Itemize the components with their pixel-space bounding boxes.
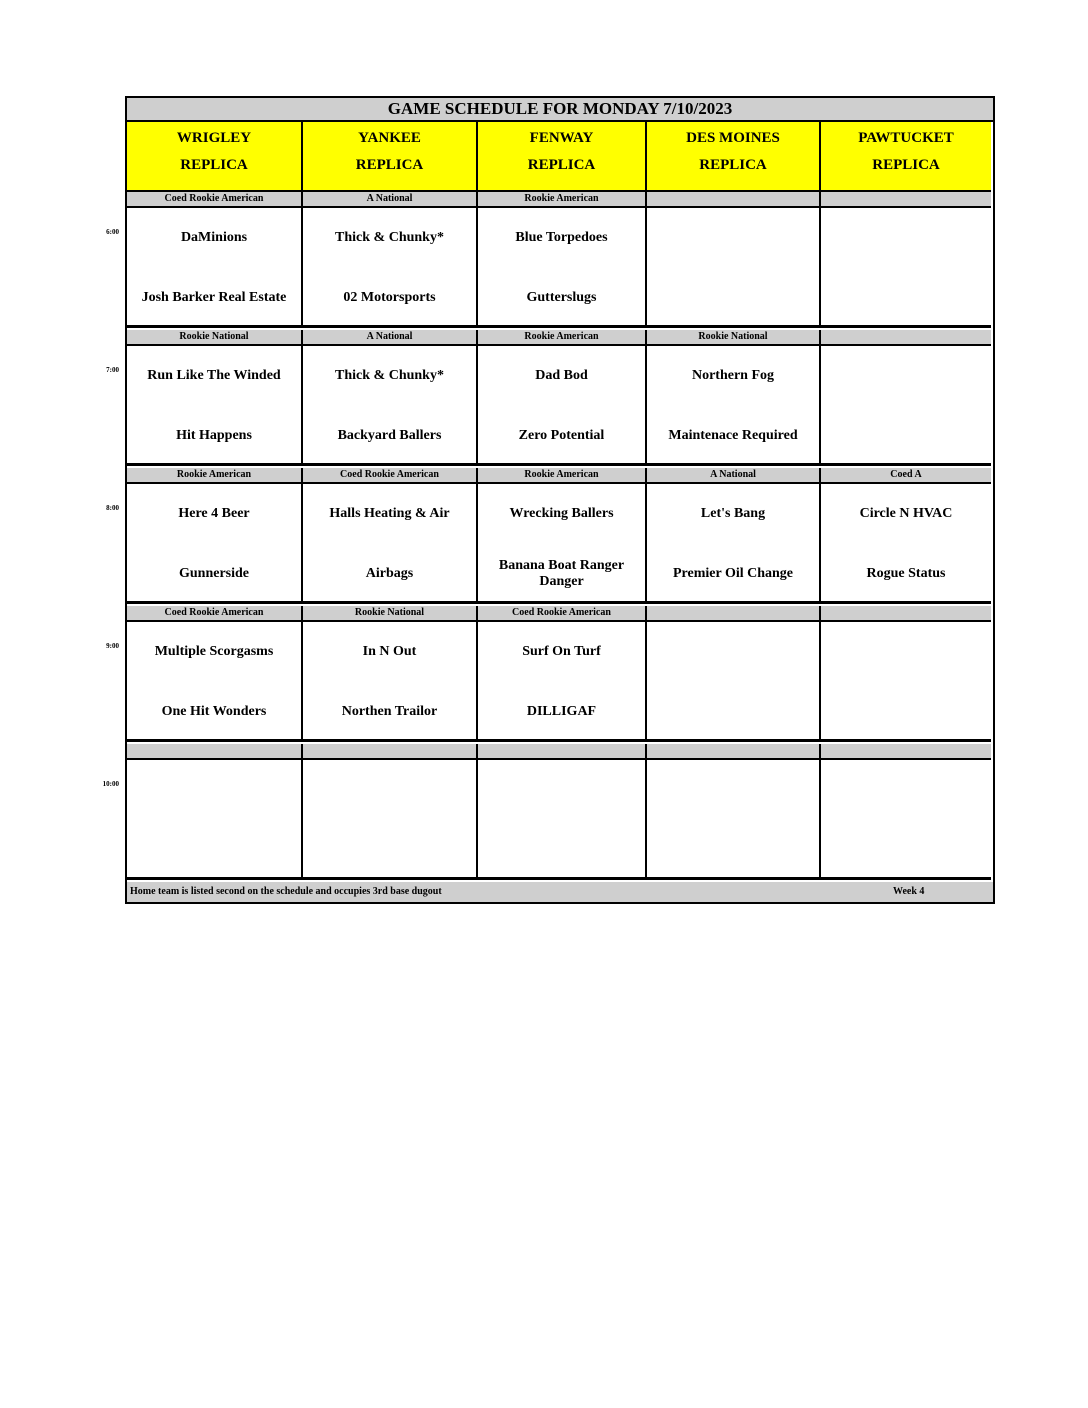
- away-team: Blue Torpedoes: [515, 230, 608, 245]
- home-team: Hit Happens: [176, 428, 252, 443]
- field-header: [647, 122, 821, 192]
- home-team: Banana Boat Ranger Danger: [498, 558, 625, 589]
- home-team: Zero Potential: [518, 428, 605, 443]
- game-cell: [127, 622, 303, 742]
- away-team: Here 4 Beer: [178, 506, 250, 521]
- division-label: [478, 744, 647, 760]
- field-header: [478, 122, 647, 192]
- home-team: [309, 830, 470, 870]
- game-cell: [821, 484, 991, 604]
- footer-note: Home team is listed second on the schedule and occupies 3rd base dugout: [130, 886, 442, 897]
- game-cell: [478, 208, 647, 328]
- field-type: REPLICA: [180, 157, 248, 173]
- division-label: Coed A: [821, 468, 991, 484]
- home-team: [653, 830, 813, 870]
- time-slot-label: 6:00: [106, 228, 119, 236]
- division-label: Rookie American: [127, 468, 303, 484]
- division-label: Coed Rookie American: [478, 606, 647, 622]
- game-cell: [647, 760, 821, 880]
- away-team: Dad Bod: [535, 368, 588, 383]
- home-team: [653, 692, 813, 732]
- game-cell: [303, 622, 478, 742]
- home-team: Gutterslugs: [526, 290, 597, 305]
- game-cell: [821, 622, 991, 742]
- away-team: [827, 218, 985, 258]
- game-cell: [127, 346, 303, 466]
- schedule-table: [125, 96, 995, 904]
- field-type: REPLICA: [527, 157, 596, 173]
- game-cell: [303, 208, 478, 328]
- away-team: Let's Bang: [700, 506, 766, 521]
- game-cell: [821, 760, 991, 880]
- division-label: [821, 192, 991, 208]
- home-team: [827, 416, 985, 456]
- field-name: FENWAY: [529, 130, 594, 146]
- field-type: REPLICA: [699, 157, 767, 173]
- field-header: [127, 122, 303, 192]
- division-label: A National: [303, 330, 478, 346]
- time-slot-label: 7:00: [106, 366, 119, 374]
- division-label: Rookie National: [303, 606, 478, 622]
- home-team: Gunnerside: [178, 566, 249, 581]
- division-label: [647, 744, 821, 760]
- division-label: Coed Rookie American: [127, 192, 303, 208]
- away-team: [133, 770, 295, 810]
- division-label: Rookie American: [478, 468, 647, 484]
- away-team: DaMinions: [180, 230, 248, 245]
- field-name: PAWTUCKET: [858, 130, 954, 146]
- home-team: One Hit Wonders: [161, 704, 267, 719]
- division-label: Rookie American: [478, 330, 647, 346]
- game-cell: [647, 484, 821, 604]
- away-team: Run Like The Winded: [147, 368, 281, 383]
- game-cell: [478, 622, 647, 742]
- away-team: Surf On Turf: [522, 644, 601, 659]
- away-team: [653, 218, 813, 258]
- home-team: Backyard Ballers: [337, 428, 442, 443]
- home-team: [484, 830, 639, 870]
- home-team: [133, 830, 295, 870]
- division-label: [821, 606, 991, 622]
- division-label: Rookie American: [478, 192, 647, 208]
- division-label: [127, 744, 303, 760]
- game-cell: [303, 484, 478, 604]
- away-team: Halls Heating & Air: [329, 506, 450, 521]
- home-team: Airbags: [365, 566, 414, 581]
- division-label: A National: [303, 192, 478, 208]
- field-header: [821, 122, 991, 192]
- game-cell: [478, 346, 647, 466]
- home-team: Premier Oil Change: [672, 566, 794, 581]
- away-team: [653, 632, 813, 672]
- game-cell: [127, 760, 303, 880]
- field-name: WRIGLEY: [176, 130, 252, 146]
- game-cell: [647, 622, 821, 742]
- home-team: Maintenace Required: [668, 428, 798, 443]
- home-team: Northen Trailor: [341, 704, 438, 719]
- division-label: Rookie National: [127, 330, 303, 346]
- game-cell: [647, 346, 821, 466]
- game-cell: [303, 760, 478, 880]
- game-cell: [127, 208, 303, 328]
- schedule-title: GAME SCHEDULE FOR MONDAY 7/10/2023: [127, 98, 993, 122]
- field-header: [303, 122, 478, 192]
- game-cell: [647, 208, 821, 328]
- field-name: YANKEE: [358, 130, 421, 146]
- game-cell: [127, 484, 303, 604]
- week-label: Week 4: [893, 886, 925, 897]
- home-team: DILLIGAF: [526, 704, 597, 719]
- home-team: [827, 278, 985, 318]
- away-team: [653, 770, 813, 810]
- home-team: [827, 692, 985, 732]
- division-label: A National: [647, 468, 821, 484]
- field-type: REPLICA: [355, 157, 424, 173]
- away-team: [827, 356, 985, 396]
- game-cell: [821, 208, 991, 328]
- game-cell: [478, 760, 647, 880]
- division-label: [303, 744, 478, 760]
- time-slot-label: 9:00: [106, 642, 119, 650]
- game-cell: [303, 346, 478, 466]
- home-team: [653, 278, 813, 318]
- schedule-footer: [127, 882, 993, 902]
- home-team: 02 Motorsports: [343, 290, 436, 305]
- away-team: [309, 770, 470, 810]
- away-team: Multiple Scorgasms: [154, 644, 274, 659]
- away-team: Thick & Chunky*: [335, 230, 444, 245]
- away-team: [827, 632, 985, 672]
- game-cell: [821, 346, 991, 466]
- time-slot-label: 8:00: [106, 504, 119, 512]
- division-label: Coed Rookie American: [303, 468, 478, 484]
- home-team: Josh Barker Real Estate: [141, 290, 287, 305]
- division-label: Rookie National: [647, 330, 821, 346]
- division-label: [647, 192, 821, 208]
- away-team: [827, 770, 985, 810]
- field-name: DES MOINES: [686, 130, 780, 146]
- home-team: Rogue Status: [866, 566, 946, 581]
- division-label: [821, 744, 991, 760]
- game-cell: [478, 484, 647, 604]
- away-team: [484, 770, 639, 810]
- division-label: Coed Rookie American: [127, 606, 303, 622]
- away-team: Thick & Chunky*: [335, 368, 444, 383]
- division-label: [647, 606, 821, 622]
- home-team: [827, 830, 985, 870]
- away-team: Circle N HVAC: [859, 506, 953, 521]
- away-team: Northern Fog: [691, 368, 775, 383]
- away-team: In N Out: [362, 644, 417, 659]
- field-type: REPLICA: [872, 157, 940, 173]
- division-label: [821, 330, 991, 346]
- time-slot-label: 10:00: [102, 780, 119, 788]
- away-team: Wrecking Ballers: [509, 506, 614, 521]
